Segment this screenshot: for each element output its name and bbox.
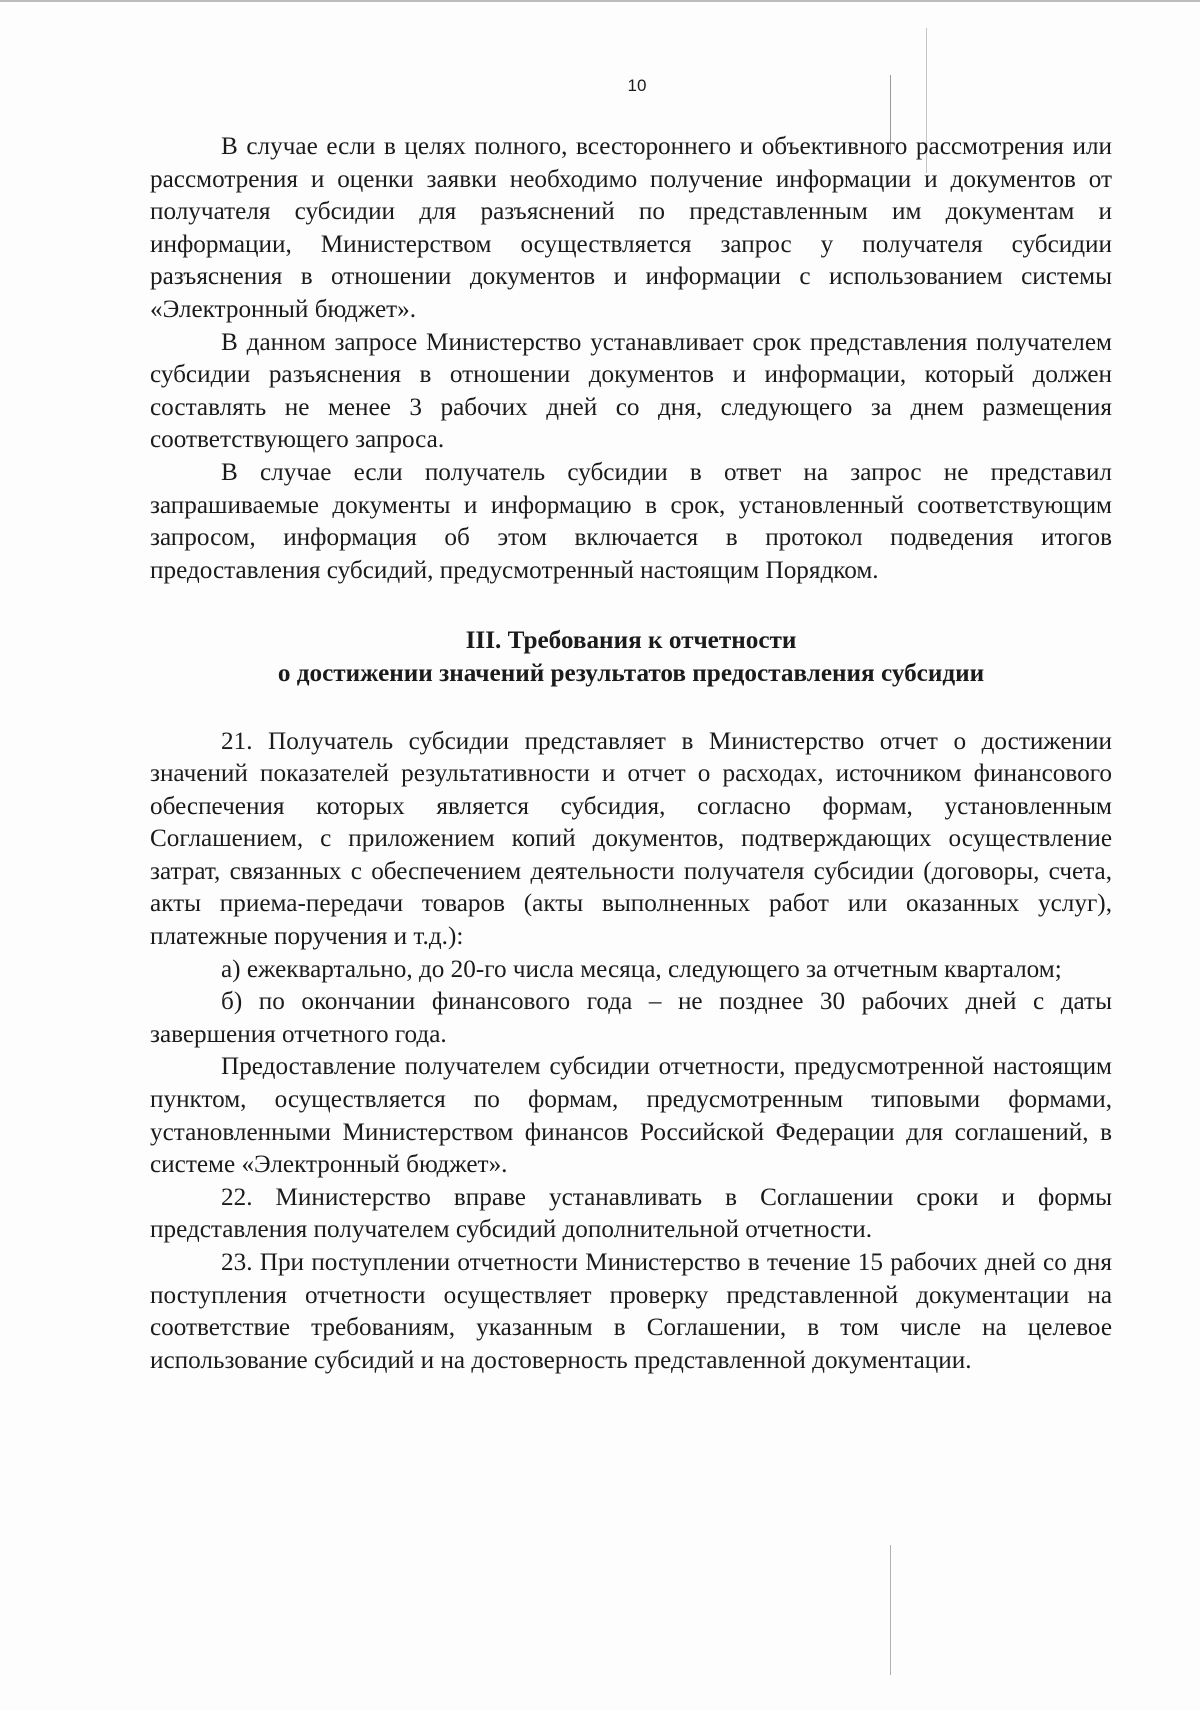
page-number: 10 bbox=[627, 76, 647, 95]
paragraph: 23. При поступлении отчетности Министерство в течение 15 рабочих дней со дня поступления отчетности осуществляет проверку представленной документации на соответствие требованиям, указанным в Соглашении, в том числе на целевое использование субсидий и на достоверность представленной документации. bbox=[150, 1249, 1112, 1374]
paragraph: В случае если получатель субсидии в ответ на запрос не представил запрашиваемые документы и информацию в срок, установленный соответствующим запросом, информация об этом включается в протокол подведения итогов предоставления субсидий, предусмотренный настоящим Порядком. bbox=[150, 458, 1112, 584]
scan-top-edge bbox=[0, 0, 1200, 2]
paragraph: 21. Получатель субсидии представляет в Министерство отчет о достижении значений показателей результативности и отчет о расходах, источником финансового обеспечения которых является субсидия, согласно формам, установленным Соглашением, с приложением копий документов, подтверждающих осуществление затрат, связанных с обеспечением деятельности получателя субсидии (договоры, счета, акты приема-передачи товаров (акты выполненных работ или оказанных услуг), платежные поручения и т.д.): bbox=[150, 727, 1112, 951]
paragraph: 22. Министерство вправе устанавливать в Соглашении сроки и формы представления получателем субсидий дополнительной отчетности. bbox=[150, 1183, 1112, 1244]
paragraph: Предоставление получателем субсидии отчетности, предусмотренной настоящим пунктом, осуществляется по формам, предусмотренным типовыми формами, установленными Министерством финансов Российской Федерации для соглашений, в системе «Электронный бюджет». bbox=[150, 1053, 1112, 1179]
section-heading-line: III. Требования к отчетности bbox=[465, 627, 797, 655]
paragraph: В данном запросе Министерство устанавливает срок представления получателем субсидии разъяснения в отношении документов и информации, который должен составлять не менее 3 рабочих дней со дня, следующего за днем размещения соответствующего запроса. bbox=[150, 328, 1112, 454]
paragraph: В случае если в целях полного, всестороннего и объективного рассмотрения или рассмотрения и оценки заявки необходимо получение информации и документов от получателя субсидии для разъяснений по представленным им документам и информации, Министерством осуществляется запрос у получателя субсидии разъяснения в отношении документов и информации с использованием системы «Электронный бюджет». bbox=[150, 133, 1112, 323]
scan-artifact-line bbox=[890, 1545, 891, 1675]
paragraph: б) по окончании финансового года – не позднее 30 рабочих дней с даты завершения отчетного года. bbox=[150, 988, 1112, 1048]
section-heading bbox=[150, 625, 1112, 690]
paragraph: а) ежеквартально, до 20-го числа месяца, следующего за отчетным кварталом; bbox=[221, 955, 1062, 983]
document-body bbox=[150, 131, 1112, 1377]
section-heading-line: о достижении значений результатов предоставления субсидии bbox=[277, 659, 985, 687]
